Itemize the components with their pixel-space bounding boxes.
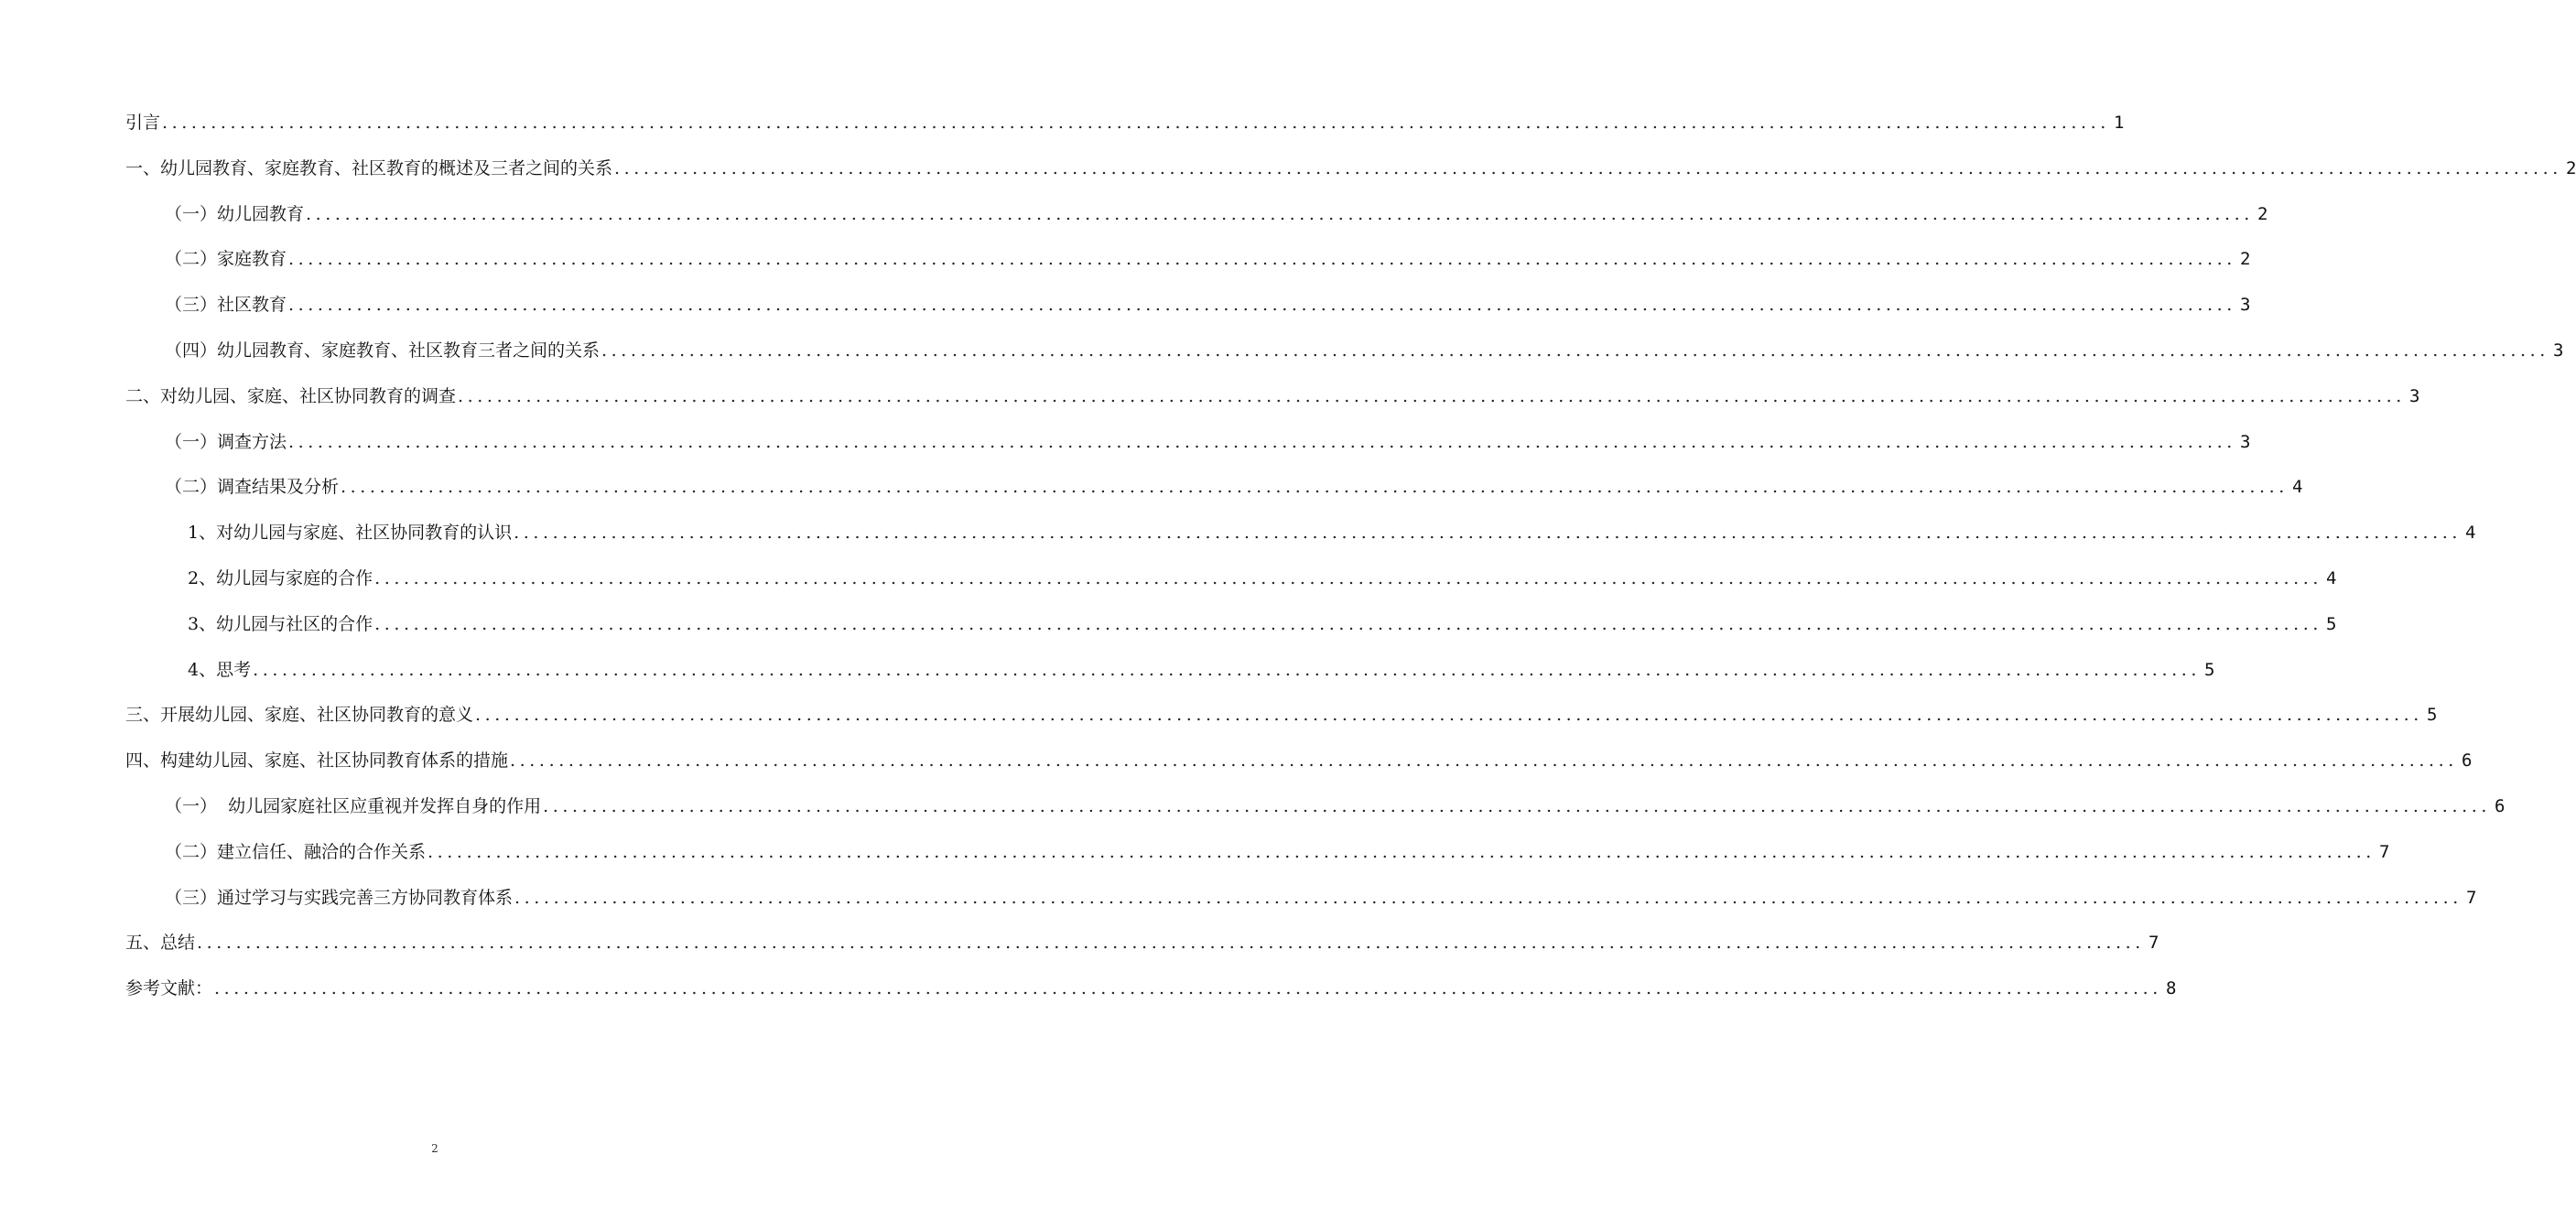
toc-entry-page: 7: [2378, 841, 2390, 862]
toc-entry-page: 3: [2239, 431, 2251, 452]
toc-entry[interactable]: [125, 329, 2564, 374]
toc-entry-page: 5: [2326, 613, 2337, 634]
toc-entry-title: 三、开展幼儿园、家庭、社区协同教育的意义: [125, 705, 474, 726]
toc-entry-page: 7: [2148, 933, 2159, 954]
toc-entry[interactable]: [125, 876, 2477, 922]
toc-leader-dots: ........................................................................................................................................................................................................: [458, 385, 2406, 406]
toc-entry[interactable]: [125, 465, 2303, 511]
toc-entry-page: 3: [2552, 340, 2564, 361]
toc-leader-dots: ........................................................................................................................................................................................................: [514, 887, 2462, 908]
toc-entry-page: 2: [2565, 157, 2576, 178]
toc-entry[interactable]: [125, 556, 2337, 602]
toc-entry-page: 8: [2165, 978, 2177, 999]
toc-entry[interactable]: [125, 420, 2251, 466]
toc-entry-title: 4、思考: [188, 659, 252, 680]
toc-entry-page: 3: [2408, 385, 2420, 406]
toc-entry-page: 2: [2257, 203, 2268, 224]
toc-leader-dots: ........................................................................................................................................................................................................: [475, 705, 2423, 726]
toc-entry[interactable]: [125, 693, 2438, 739]
toc-entry-page: 7: [2465, 887, 2477, 908]
toc-leader-dots: ........................................................................................................................................................................................................: [288, 431, 2236, 452]
toc-entry[interactable]: [125, 192, 2268, 238]
toc-entry-title: （一）幼儿园教育: [165, 203, 305, 224]
toc-entry[interactable]: [125, 830, 2390, 876]
toc-entry-page: 6: [2495, 795, 2506, 816]
toc-entry[interactable]: [125, 602, 2337, 648]
toc-entry-title: （四）幼儿园教育、家庭教育、社区教育三者之间的关系: [165, 340, 601, 361]
toc-entry[interactable]: [125, 921, 2159, 966]
table-of-contents: [125, 101, 2576, 1012]
toc-leader-dots: ........................................................................................................................................................................................................: [374, 613, 2323, 634]
toc-leader-dots: ........................................................................................................................................................................................................: [543, 795, 2492, 816]
toc-entry-page: 4: [2465, 523, 2476, 544]
toc-leader-dots: ........................................................................................................................................................................................................: [162, 113, 2110, 133]
toc-leader-dots: ........................................................................................................................................................................................................: [341, 477, 2289, 498]
toc-entry-title: （一）调查方法: [165, 431, 287, 452]
toc-entry-title: 四、构建幼儿园、家庭、社区协同教育体系的措施: [125, 750, 509, 771]
toc-entry-title: 一、幼儿园教育、家庭教育、社区教育的概述及三者之间的关系: [125, 157, 613, 178]
toc-entry-page: 2: [2239, 249, 2251, 270]
toc-entry[interactable]: [125, 511, 2476, 556]
toc-leader-dots: ........................................................................................................................................................................................................: [428, 841, 2376, 862]
toc-leader-dots: ........................................................................................................................................................................................................: [288, 249, 2236, 270]
toc-entry-title: 五、总结: [125, 933, 196, 954]
toc-entry-title: （二）建立信任、融洽的合作关系: [165, 841, 427, 862]
toc-entry-page: 5: [2204, 659, 2215, 680]
toc-entry-title: 3、幼儿园与社区的合作: [188, 613, 373, 634]
page-number: 2: [431, 1142, 438, 1155]
toc-entry-title: （二）家庭教育: [165, 249, 287, 270]
toc-entry-page: 6: [2461, 750, 2473, 771]
toc-entry-title: 参考文献：: [125, 978, 213, 999]
toc-entry-page: 4: [2326, 567, 2337, 588]
toc-entry[interactable]: [125, 648, 2215, 694]
toc-entry-title: （一） 幼儿园家庭社区应重视并发挥自身的作用: [165, 795, 542, 816]
toc-entry-title: （三）通过学习与实践完善三方协同教育体系: [165, 887, 514, 908]
toc-leader-dots: ........................................................................................................................................................................................................: [306, 203, 2254, 224]
toc-entry[interactable]: [125, 784, 2506, 830]
toc-leader-dots: ........................................................................................................................................................................................................: [253, 659, 2202, 680]
toc-leader-dots: ........................................................................................................................................................................................................: [197, 933, 2145, 954]
toc-entry[interactable]: [125, 237, 2251, 283]
toc-entry-title: 1、对幼儿园与家庭、社区协同教育的认识: [188, 523, 513, 544]
toc-leader-dots: ........................................................................................................................................................................................................: [374, 567, 2323, 588]
toc-leader-dots: ........................................................................................................................................................................................................: [288, 295, 2236, 316]
toc-entry-title: 二、对幼儿园、家庭、社区协同教育的调查: [125, 385, 457, 406]
toc-entry[interactable]: [125, 146, 2576, 192]
toc-entry-title: 2、幼儿园与家庭的合作: [188, 567, 373, 588]
toc-entry-title: 引言: [125, 113, 161, 133]
toc-leader-dots: ........................................................................................................................................................................................................: [214, 978, 2162, 999]
toc-entry[interactable]: [125, 283, 2251, 329]
toc-leader-dots: ........................................................................................................................................................................................................: [510, 750, 2458, 771]
toc-leader-dots: ........................................................................................................................................................................................................: [614, 157, 2562, 178]
toc-entry[interactable]: [125, 966, 2177, 1012]
toc-entry-page: 5: [2426, 705, 2438, 726]
toc-entry[interactable]: [125, 101, 2125, 146]
toc-entry[interactable]: [125, 739, 2473, 784]
toc-entry-page: 1: [2113, 113, 2125, 133]
toc-entry-title: （三）社区教育: [165, 295, 287, 316]
toc-entry-page: 3: [2239, 295, 2251, 316]
toc-entry-page: 4: [2291, 477, 2303, 498]
toc-entry-title: （二）调查结果及分析: [165, 477, 340, 498]
toc-entry[interactable]: [125, 374, 2420, 420]
toc-leader-dots: ........................................................................................................................................................................................................: [601, 340, 2549, 361]
toc-leader-dots: ........................................................................................................................................................................................................: [514, 523, 2462, 544]
